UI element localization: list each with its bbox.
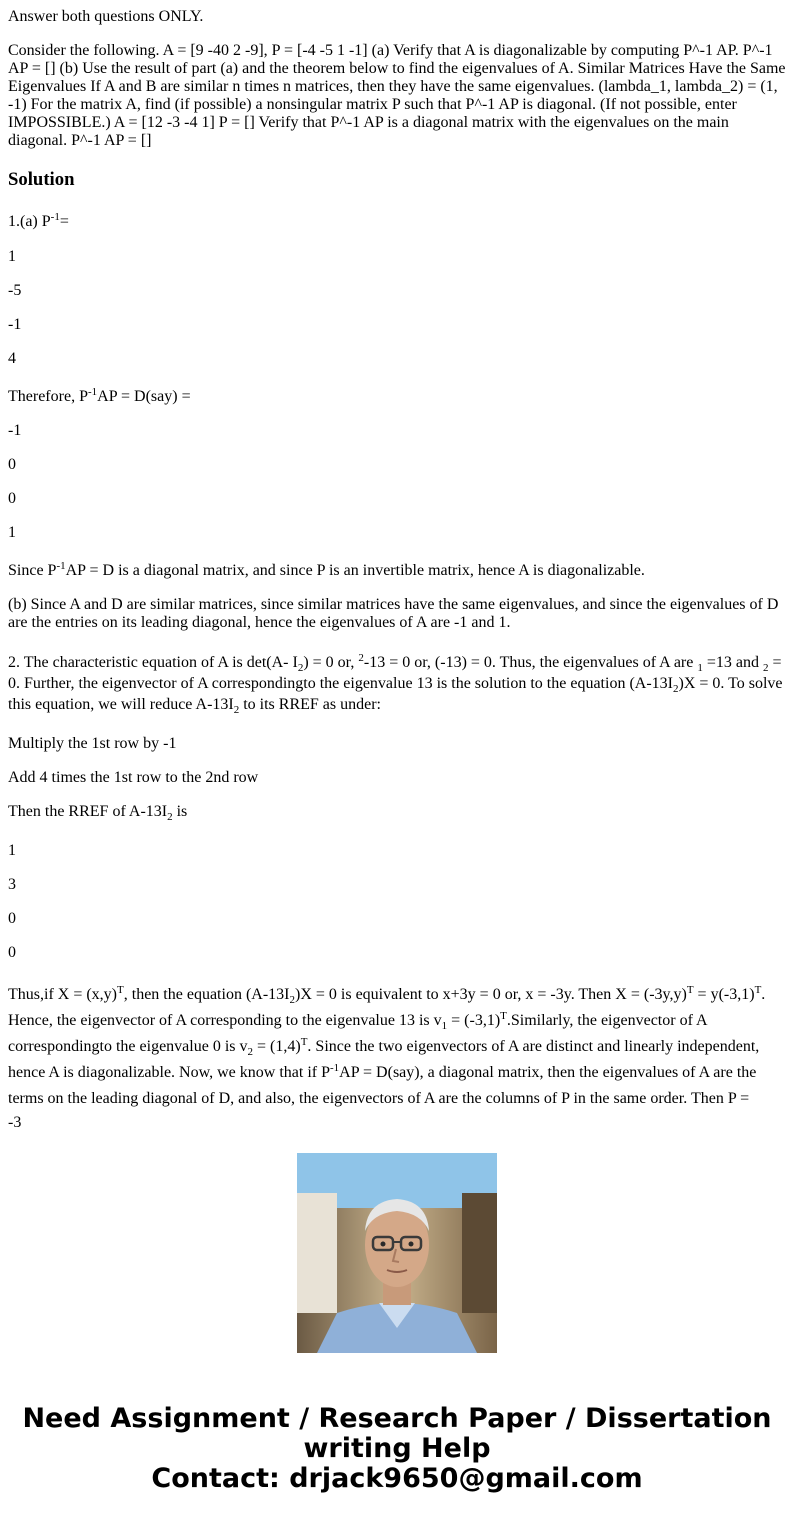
question-2-text: 2. The characteristic equation of A is det(A- $I_2) = 0$ or, $^2$-13 = 0 or, (-13) = 0. Thus, the eigenvalues of A are $_1$ =13 and $_2$ = 0. Further, the eigenvector of A correspondingto the eigenvalue 13 is the solution to the equation $(A-13I_2)X = 0$. To solve this equation, we will reduce $A-13I_2$ to its RREF as under: <box>8 652 783 716</box>
question-text: Consider the following. A = [9 -40 2 -9], P = [-4 -5 1 -1] (a) Verify that A is diagonalizable by computing P^-1 AP. P^-1 AP = [] (b) Use the result of part (a) and the theorem below to find the eigenvalues of A. Similar Matrices Have the Same Eigenvalues If A and B are similar n times n matrices, then they have the same eigenvalues. (lambda_1, lambda_2) = (1, -1) For the matrix A, find (if possible) a nonsingular matrix P such that P^-1 AP is diagonal. (If not possible, enter IMPOSSIBLE.) A = [12 -3 -4 1] P = [] Verify that P^-1 AP is a diagonal matrix with the eigenvalues on the main diagonal. P^-1 AP = [] <box>8 42 786 149</box>
matrix-entry: 0 <box>8 944 16 961</box>
eigenvector-paragraph: Thus,if $X = (x,y)^T$, then the equation $(A-13I_2)X = 0$ is equivalent to x+3y = 0 or, x = -3y. Then $X = (-3y,y)^T = y(-3,1)^T$. Hence, the eigenvector of A corresponding to the eigenvalue 13 is $v_1$ = $(-3,1)^T.Similarly$, the eigenvector of A correspondingto the eigenvalue 0 is $v_2 = (1,4)^T$. Since the two eigenvectors of A are distinct and linearly independent, hence A is diagonalizable. Now, we know that if $P^{-1}AP = D(say)$, a diagonal matrix, then the eigenvalues of A are the terms on the leading diagonal of D, and also, the eigenvectors of A are the columns of P in the same order. Then P = <box>8 984 766 1107</box>
matrix-entry: -1 <box>8 316 22 333</box>
author-photo <box>297 1153 497 1353</box>
diagonalizable-conclusion: Since $P^{-1}AP = D$ is a diagonal matrix, and since P is an invertible matrix, hence A is diagonalizable. <box>8 560 645 579</box>
banner-line: Need Assignment / Research Paper / Dissertation <box>22 1403 772 1434</box>
solution-heading: Solution <box>8 169 75 190</box>
therefore-line: Therefore, $P^{-1}AP = D(say)$ = <box>8 386 191 405</box>
matrix-entry: 1 <box>8 842 16 859</box>
rref-label: Then the RREF of $A-13I_2$ is <box>8 803 188 823</box>
matrix-entry: -5 <box>8 282 22 299</box>
portrait-image <box>297 1153 497 1353</box>
contact-email: Contact: drjack9650@gmail.com <box>151 1463 643 1494</box>
part-b-text: (b) Since A and D are similar matrices, since similar matrices have the same eigenvalues, and since the eigenvalues of D are the entries on its leading diagonal, hence the eigenvalues of A are -1 and 1. <box>8 596 779 631</box>
matrix-entry: 0 <box>8 456 16 473</box>
matrix-entry: 1 <box>8 248 16 265</box>
matrix-entry: -3 <box>8 1114 22 1131</box>
solution-document <box>8 0 788 1131</box>
intro-text: Answer both questions ONLY. <box>8 8 204 25</box>
matrix-entry: 1 <box>8 524 16 541</box>
step-2: Add 4 times the 1st row to the 2nd row <box>8 769 259 786</box>
part-a-label: 1.(a) $P^{-1}=$ <box>8 211 69 230</box>
banner-line: writing Help <box>303 1433 491 1464</box>
matrix-entry: 0 <box>8 490 16 507</box>
matrix-entry: 3 <box>8 876 16 893</box>
matrix-entry: -1 <box>8 422 22 439</box>
matrix-entry: 4 <box>8 350 16 367</box>
assignment-help-banner <box>0 1404 794 1494</box>
matrix-entry: 0 <box>8 910 16 927</box>
step-1: Multiply the 1st row by -1 <box>8 735 177 752</box>
